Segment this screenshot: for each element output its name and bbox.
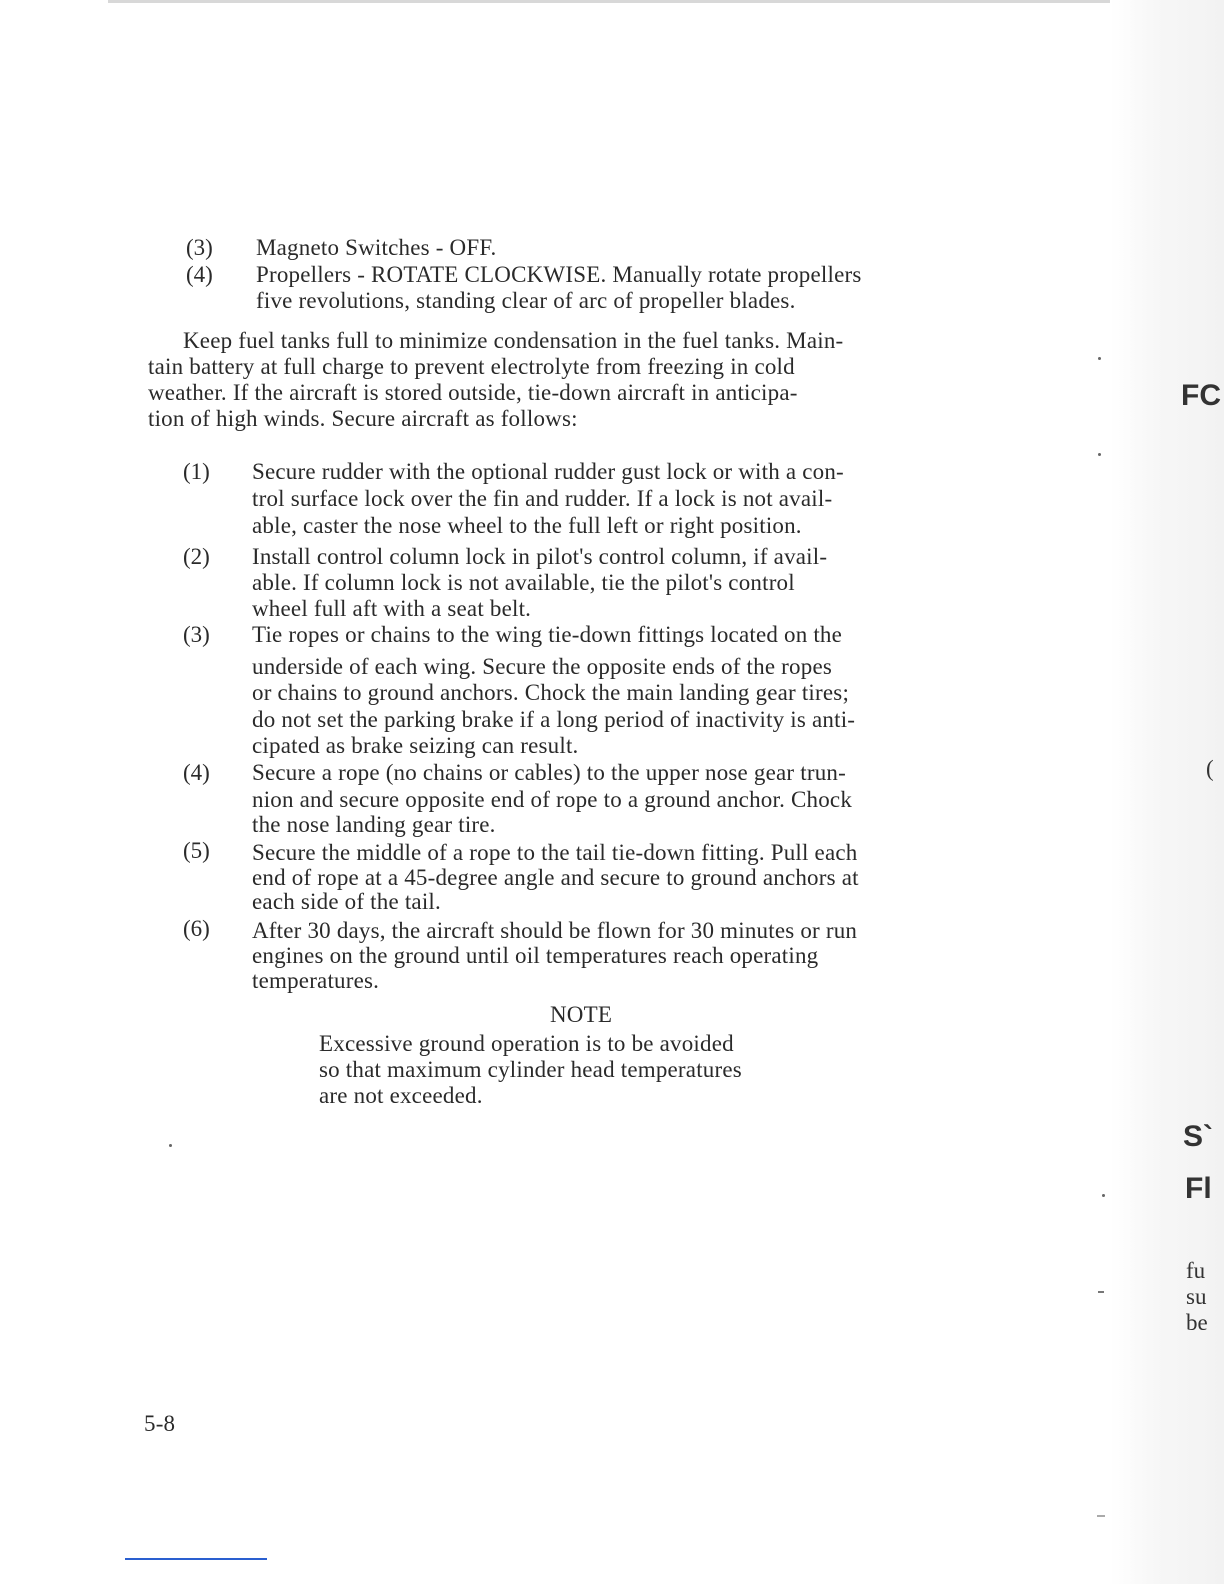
note-line-3: are not exceeded. <box>319 1083 483 1108</box>
adjacent-page-text-1: fu <box>1186 1258 1206 1283</box>
step-1-line-3: able, caster the nose wheel to the full left or right position. <box>252 513 802 538</box>
pre-item-3-number: (3) <box>186 235 213 260</box>
page-number: 5-8 <box>144 1411 176 1436</box>
step-1-line-2: trol surface lock over the fin and rudder. If a lock is not avail- <box>252 486 833 511</box>
pre-item-3-line-1: Magneto Switches - OFF. <box>256 235 497 260</box>
scan-speck <box>1098 1291 1104 1293</box>
note-title: NOTE <box>550 1002 613 1027</box>
step-2-number: (2) <box>183 544 210 569</box>
next-page-edge <box>1110 0 1224 1584</box>
scan-speck <box>1097 1515 1105 1517</box>
paragraph-line-1: Keep fuel tanks full to minimize condensation in the fuel tanks. Main- <box>183 328 844 353</box>
adjacent-page-text-3: be <box>1186 1310 1208 1335</box>
pre-item-4-line-2: five revolutions, standing clear of arc of propeller blades. <box>256 288 796 313</box>
step-6-number: (6) <box>183 916 210 941</box>
step-3-line-3: or chains to ground anchors. Chock the main landing gear tires; <box>252 680 850 705</box>
pre-item-4-line-1: Propellers - ROTATE CLOCKWISE. Manually rotate propellers <box>256 262 862 287</box>
scan-speck <box>1102 1194 1105 1197</box>
step-5-number: (5) <box>183 838 210 863</box>
step-1-line-1: Secure rudder with the optional rudder gust lock or with a con- <box>252 459 844 484</box>
step-2-line-2: able. If column lock is not available, tie the pilot's control <box>252 570 795 595</box>
scan-speck <box>169 1144 172 1147</box>
step-6-line-1: After 30 days, the aircraft should be flown for 30 minutes or run <box>252 918 858 943</box>
paragraph-line-2: tain battery at full charge to prevent electrolyte from freezing in cold <box>148 354 795 379</box>
bottom-blue-rule <box>125 1558 267 1560</box>
note-line-1: Excessive ground operation is to be avoided <box>319 1031 734 1056</box>
step-6-line-2: engines on the ground until oil temperatures reach operating <box>252 943 819 968</box>
adjacent-page-text-2: su <box>1186 1284 1207 1309</box>
top-rule <box>108 0 1224 3</box>
step-4-line-3: the nose landing gear tire. <box>252 812 496 837</box>
adjacent-page-heading-1: FC <box>1181 379 1221 412</box>
paragraph-line-3: weather. If the aircraft is stored outside, tie-down aircraft in anticipa- <box>148 380 798 405</box>
step-4-line-2: nion and secure opposite end of rope to a ground anchor. Chock <box>252 787 853 812</box>
step-4-line-1: Secure a rope (no chains or cables) to the upper nose gear trun- <box>252 760 846 785</box>
step-3-line-5: cipated as brake seizing can result. <box>252 733 579 758</box>
step-3-number: (3) <box>183 622 210 647</box>
note-line-2: so that maximum cylinder head temperatures <box>319 1057 742 1082</box>
step-2-line-3: wheel full aft with a seat belt. <box>252 596 532 621</box>
step-3-line-4: do not set the parking brake if a long period of inactivity is anti- <box>252 707 856 732</box>
pre-item-4-number: (4) <box>186 262 213 287</box>
adjacent-page-heading-3: Fl <box>1185 1172 1212 1205</box>
step-3-line-2: underside of each wing. Secure the opposite ends of the ropes <box>252 654 833 679</box>
adjacent-page-mark: ( <box>1206 756 1214 781</box>
adjacent-page-heading-2: S` <box>1183 1120 1213 1153</box>
step-2-line-1: Install control column lock in pilot's control column, if avail- <box>252 544 828 569</box>
step-6-line-3: temperatures. <box>252 968 380 993</box>
step-1-number: (1) <box>183 459 210 484</box>
step-5-line-3: each side of the tail. <box>252 889 441 914</box>
step-5-line-1: Secure the middle of a rope to the tail tie-down fitting. Pull each <box>252 840 858 865</box>
step-4-number: (4) <box>183 760 210 785</box>
step-3-line-1: Tie ropes or chains to the wing tie-down fittings located on the <box>252 622 843 647</box>
scan-speck <box>1098 453 1101 456</box>
paragraph-line-4: tion of high winds. Secure aircraft as follows: <box>148 406 578 431</box>
scan-speck <box>1098 357 1101 360</box>
step-5-line-2: end of rope at a 45-degree angle and secure to ground anchors at <box>252 865 859 890</box>
